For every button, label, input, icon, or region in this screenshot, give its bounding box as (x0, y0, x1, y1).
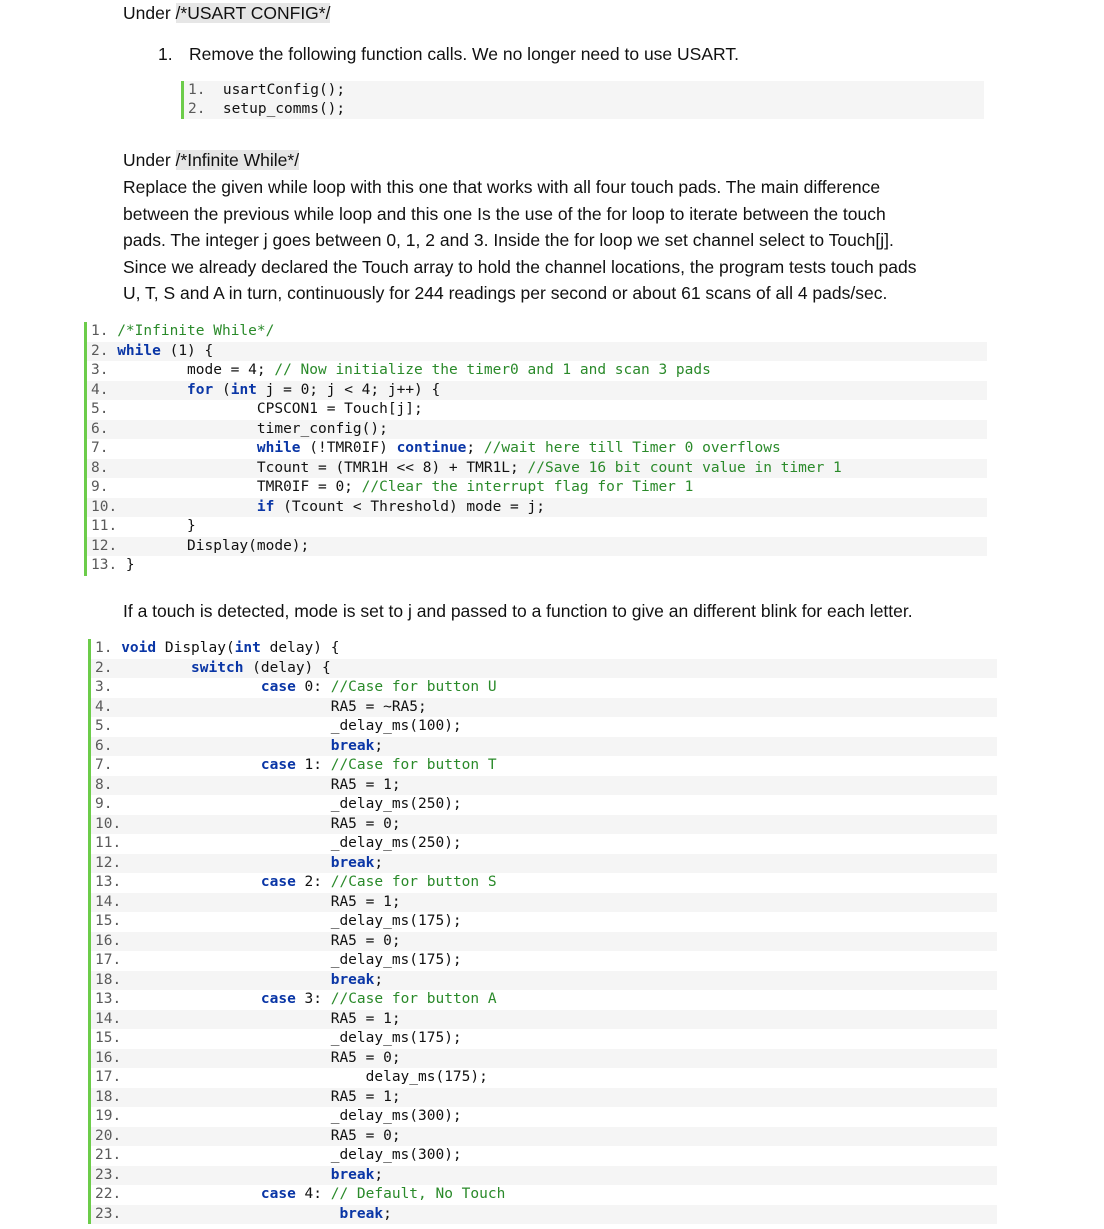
code-keyword: break (330, 854, 375, 871)
code-comment: //Clear the interrupt flag for Timer 1 (361, 479, 694, 495)
code-text: CPSCON1 = Touch[j]; (108, 401, 423, 417)
code-text: RA5 = 1; (121, 1010, 401, 1027)
line-number: 2. (188, 101, 206, 117)
line-number: 8. (91, 459, 109, 476)
line-number: 4. (91, 381, 109, 398)
code-line (91, 717, 997, 737)
heading-prefix: Under (123, 3, 176, 23)
code-text: 1: (295, 757, 331, 773)
code-text: RA5 = ~RA5; (112, 698, 427, 715)
code-line (91, 1185, 997, 1205)
code-line (91, 776, 997, 796)
line-number: 6. (91, 420, 109, 437)
line-number: 12. (95, 854, 122, 871)
code-line (91, 737, 997, 757)
line-number: 15. (95, 1030, 122, 1046)
line-number: 5. (91, 401, 109, 417)
paragraph-line: U, T, S and A in turn, continuously for 244 readings per second or about 61 scans of all 4 pads/sec. (123, 283, 888, 303)
code-text (121, 972, 331, 988)
code-text: RA5 = 0; (121, 815, 401, 832)
line-number: 9. (91, 479, 109, 495)
code-keyword: int (230, 381, 257, 398)
line-number: 14. (95, 1010, 122, 1027)
line-number: 16. (95, 1049, 122, 1066)
code-line (91, 854, 997, 874)
code-text (108, 382, 187, 398)
code-text (112, 660, 191, 676)
code-text (121, 874, 261, 890)
code-text (121, 1186, 261, 1202)
line-number: 7. (95, 757, 113, 773)
code-text: Display(mode); (117, 537, 310, 554)
code-line (87, 342, 987, 362)
code-text: ; (374, 971, 384, 988)
code-text: ( (213, 381, 231, 398)
code-line (87, 498, 987, 518)
code-text: RA5 = 0; (121, 1049, 401, 1066)
code-comment: // Default, No Touch (330, 1186, 506, 1202)
code-text: usartConfig(); (205, 82, 346, 98)
line-number: 14. (95, 893, 122, 910)
paragraph-line: Since we already declared the Touch array to hold the channel locations, the program tests touch pads (123, 256, 917, 277)
code-text: _delay_ms(175); (121, 913, 462, 929)
code-line (87, 459, 987, 479)
code-text: ; (383, 1205, 392, 1222)
code-line (91, 893, 997, 913)
code-text (121, 1206, 339, 1222)
code-line (91, 639, 997, 659)
code-text: ; (466, 440, 484, 456)
usart-instruction (158, 42, 739, 66)
code-comment: //Case for button A (330, 991, 497, 1007)
line-number: 19. (95, 1108, 122, 1124)
code-text (121, 855, 331, 871)
line-number: 3. (91, 362, 109, 378)
code-keyword: void (121, 640, 157, 656)
code-line (91, 1049, 997, 1069)
line-number: 10. (95, 815, 122, 832)
code-keyword: case (260, 757, 296, 773)
code-text: _delay_ms(300); (121, 1108, 462, 1124)
code-line (87, 439, 987, 459)
code-text: ; (374, 737, 384, 754)
code-text: (delay) { (243, 659, 331, 676)
code-line (91, 698, 997, 718)
code-line (87, 322, 987, 342)
code-text: j = 0; j < 4; j++) { (256, 381, 441, 398)
code-keyword: while (117, 342, 161, 359)
code-text: _delay_ms(300); (121, 1147, 462, 1163)
code-comment: //Case for button T (330, 757, 497, 773)
code-text: mode = 4; (108, 362, 275, 378)
code-text: Display( (156, 640, 235, 656)
line-number: 9. (95, 796, 113, 812)
while-description (123, 174, 917, 307)
while-code-block (84, 322, 987, 576)
code-line (87, 361, 987, 381)
line-number: 12. (91, 537, 118, 554)
infinite-while-heading (123, 147, 299, 174)
code-text (112, 757, 260, 773)
code-line (87, 420, 987, 440)
code-keyword: case (260, 874, 296, 890)
code-text: RA5 = 1; (112, 776, 401, 793)
code-keyword: case (260, 991, 296, 1007)
code-text (112, 679, 260, 695)
heading-tag: /*Infinite While*/ (175, 150, 300, 170)
code-text: (!TMR0IF) (300, 440, 397, 456)
line-number: 5. (95, 718, 113, 734)
code-line (91, 951, 997, 971)
code-keyword: break (339, 1205, 384, 1222)
line-number: 1. (95, 640, 122, 656)
code-keyword: break (330, 1166, 375, 1183)
code-text: _delay_ms(175); (121, 1030, 462, 1046)
code-comment: //wait here till Timer 0 overflows (483, 440, 781, 456)
line-number: 17. (95, 952, 122, 968)
line-number: 7. (91, 440, 109, 456)
code-line (87, 400, 987, 420)
code-text (121, 991, 261, 1007)
code-text (108, 440, 256, 456)
code-text: _delay_ms(100); (112, 718, 462, 734)
code-text: delay_ms(175); (121, 1069, 488, 1085)
code-text: (1) { (160, 342, 214, 359)
line-number: 16. (95, 932, 122, 949)
line-number: 13. (95, 874, 122, 890)
code-line (87, 478, 987, 498)
code-text: ; (374, 854, 384, 871)
paragraph-line: Replace the given while loop with this one that works with all four touch pads. The main difference (123, 177, 881, 197)
line-number: 22. (95, 1186, 122, 1202)
code-text: 3: (295, 991, 331, 1007)
code-line (184, 81, 984, 100)
instruction-text: Remove the following function calls. We no longer need to use USART. (189, 44, 739, 64)
code-keyword: break (330, 737, 375, 754)
code-line (91, 912, 997, 932)
code-text: setup_comms(); (205, 101, 346, 117)
line-number: 1. (91, 323, 118, 339)
line-number: 23. (95, 1166, 122, 1183)
code-line (184, 100, 984, 119)
code-text: _delay_ms(250); (112, 796, 462, 812)
code-line (91, 1068, 997, 1088)
heading-prefix: Under (123, 150, 176, 170)
line-number: 2. (91, 342, 118, 359)
code-text: RA5 = 0; (121, 1127, 401, 1144)
code-line (91, 1029, 997, 1049)
code-text: delay) { (260, 640, 340, 656)
code-keyword: if (256, 498, 275, 515)
code-keyword: switch (191, 659, 244, 676)
code-text: 4: (295, 1186, 331, 1202)
display-code-block (88, 639, 997, 1224)
usart-code-block (181, 81, 984, 119)
line-number: 6. (95, 737, 113, 754)
paragraph-line: between the previous while loop and this one Is the use of the for loop to iterate between the touch (123, 203, 886, 224)
usart-config-heading (123, 0, 330, 27)
line-number: 10. (91, 498, 118, 515)
code-keyword: for (187, 381, 214, 398)
code-text (121, 1167, 331, 1183)
code-text: _delay_ms(250); (121, 835, 462, 851)
code-line (91, 990, 997, 1010)
code-line (87, 381, 987, 401)
code-comment: //Case for button U (330, 679, 497, 695)
code-line (91, 659, 997, 679)
code-text: 2: (295, 874, 331, 890)
code-line (91, 1088, 997, 1108)
code-keyword: int (234, 640, 261, 656)
code-text: _delay_ms(175); (121, 952, 462, 968)
line-number: 13. (91, 557, 126, 573)
paragraph-line: pads. The integer j goes between 0, 1, 2 and 3. Inside the for loop we set channel select to Touch[j]. (123, 230, 894, 250)
line-number: 11. (91, 518, 118, 534)
code-text: } (125, 557, 135, 573)
code-text (117, 499, 257, 515)
code-keyword: while (256, 440, 301, 456)
code-line (91, 795, 997, 815)
code-text: } (117, 518, 196, 534)
line-number: 13. (95, 991, 122, 1007)
line-number: 21. (95, 1147, 122, 1163)
line-number: 3. (95, 679, 113, 695)
line-number: 11. (95, 835, 122, 851)
line-number: 2. (95, 659, 113, 676)
heading-tag: /*USART CONFIG*/ (175, 3, 331, 23)
code-line (91, 873, 997, 893)
code-text: Tcount = (TMR1H << 8) + TMR1L; (108, 459, 528, 476)
code-text: RA5 = 1; (121, 893, 401, 910)
code-text: 0: (295, 679, 331, 695)
code-line (91, 1146, 997, 1166)
code-line (87, 556, 987, 576)
code-text: RA5 = 1; (121, 1088, 401, 1105)
line-number: 20. (95, 1127, 122, 1144)
code-text: ; (374, 1166, 384, 1183)
code-keyword: break (330, 971, 375, 988)
code-line (91, 1166, 997, 1186)
line-number: 17. (95, 1069, 122, 1085)
touch-note: If a touch is detected, mode is set to j and passed to a function to give an different blink for each letter. (123, 601, 913, 621)
list-number: 1. (158, 44, 173, 64)
code-line (91, 1010, 997, 1030)
code-comment: /*Infinite While*/ (117, 323, 275, 339)
code-text: timer_config(); (108, 420, 388, 437)
line-number: 23. (95, 1205, 122, 1222)
line-number: 1. (188, 82, 206, 98)
code-line (91, 678, 997, 698)
code-line (87, 517, 987, 537)
code-keyword: case (260, 679, 296, 695)
code-keyword: continue (396, 440, 467, 456)
code-line (91, 932, 997, 952)
code-comment: //Save 16 bit count value in timer 1 (527, 459, 842, 476)
code-text: (Tcount < Threshold) mode = j; (274, 498, 545, 515)
code-text (112, 738, 330, 754)
code-line (91, 1127, 997, 1147)
code-line (91, 756, 997, 776)
code-line (91, 815, 997, 835)
line-number: 8. (95, 776, 113, 793)
code-line (91, 834, 997, 854)
line-number: 18. (95, 971, 122, 988)
code-keyword: case (260, 1186, 296, 1202)
code-line (91, 1205, 997, 1225)
line-number: 4. (95, 698, 113, 715)
code-text: RA5 = 0; (121, 932, 401, 949)
code-line (87, 537, 987, 557)
code-comment: // Now initialize the timer0 and 1 and scan 3 pads (274, 362, 711, 378)
line-number: 15. (95, 913, 122, 929)
code-text: TMR0IF = 0; (108, 479, 362, 495)
code-line (91, 1107, 997, 1127)
code-comment: //Case for button S (330, 874, 497, 890)
code-line (91, 971, 997, 991)
line-number: 18. (95, 1088, 122, 1105)
